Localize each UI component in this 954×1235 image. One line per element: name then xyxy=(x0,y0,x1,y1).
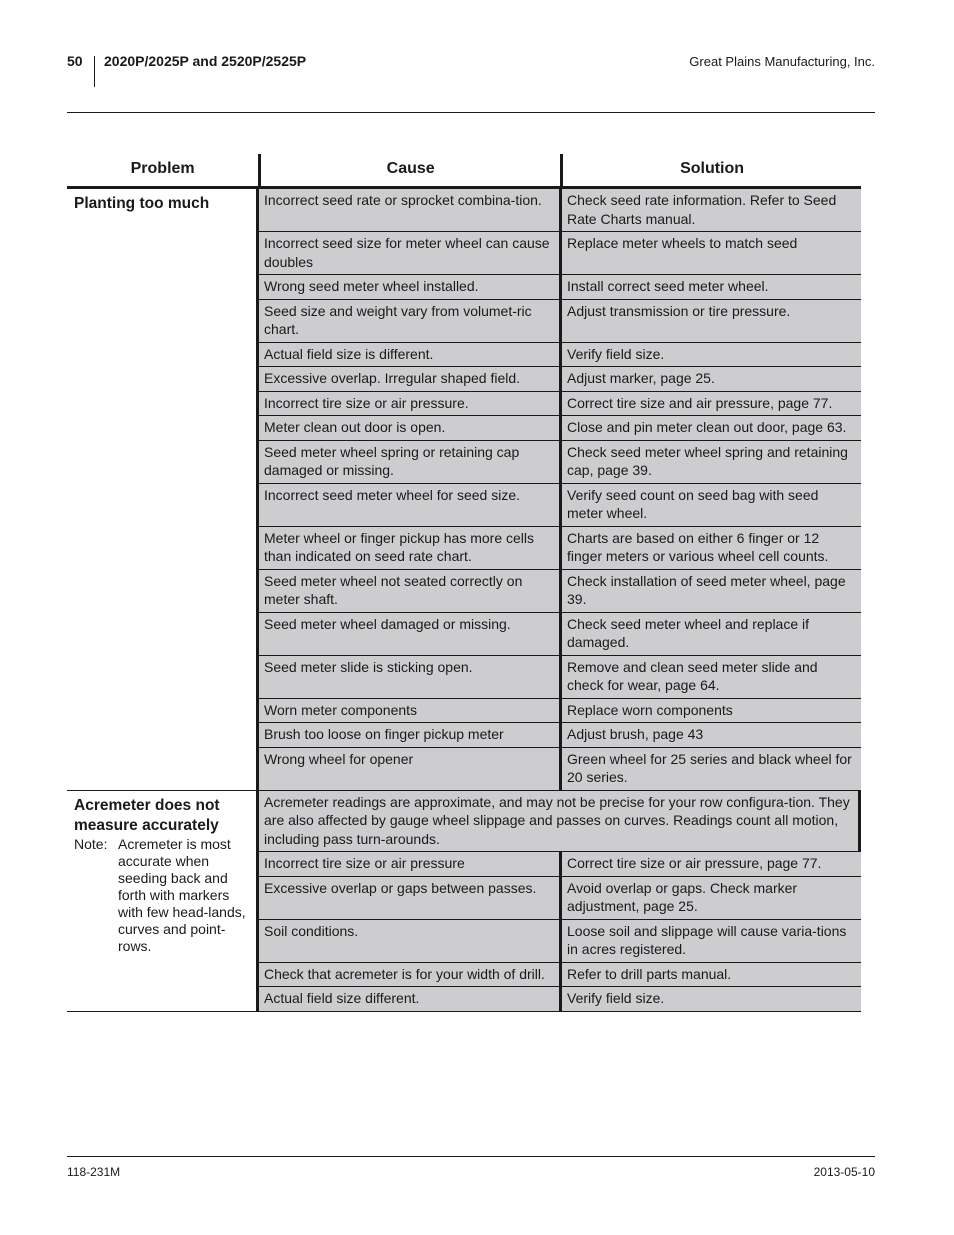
table-row xyxy=(259,275,861,300)
cause-solution-rows xyxy=(259,189,861,790)
header-divider xyxy=(94,56,95,87)
table-row xyxy=(259,232,861,275)
solution-cell: Refer to drill parts manual. xyxy=(559,963,858,987)
solution-cell: Avoid overlap or gaps. Check marker adjustment, page 25. xyxy=(559,877,858,919)
publication-date: 2013-05-10 xyxy=(813,1165,875,1179)
solution-cell: Adjust brush, page 43 xyxy=(559,723,858,747)
cause-cell: Soil conditions. xyxy=(264,922,359,939)
cause-cell: Seed size and weight vary from volumet-ric chart. xyxy=(264,302,532,337)
table-row xyxy=(259,656,861,699)
cause-cell: Incorrect tire size or air pressure. xyxy=(264,394,469,411)
solution-cell: Adjust transmission or tire pressure. xyxy=(559,300,858,342)
table-row xyxy=(259,920,861,963)
cause-cell: Seed meter wheel damaged or missing. xyxy=(264,615,511,632)
page-number: 50 xyxy=(67,53,83,69)
table-row xyxy=(259,416,861,441)
table-row xyxy=(259,392,861,417)
cause-cell: Excessive overlap. Irregular shaped field. xyxy=(264,370,521,386)
solution-cell: Verify seed count on seed bag with seed meter wheel. xyxy=(559,484,858,526)
table-row xyxy=(259,570,861,613)
solution-cell: Verify field size. xyxy=(559,987,858,1011)
solution-cell: Replace worn components xyxy=(559,699,858,723)
solution-cell: Green wheel for 25 series and black wheel for 20 series. xyxy=(559,748,858,790)
cause-cell: Actual field size different. xyxy=(264,990,420,1006)
problem-note xyxy=(74,836,252,955)
table-row xyxy=(259,852,861,877)
solution-cell: Remove and clean seed meter slide and check for wear, page 64. xyxy=(559,656,858,698)
cause-cell: Seed meter wheel spring or retaining cap damaged or missing. xyxy=(264,443,520,478)
problem-title: Planting too much xyxy=(74,195,210,212)
table-row xyxy=(259,300,861,343)
table-row xyxy=(259,963,861,988)
problem-group-planting-too-much xyxy=(67,189,861,791)
troubleshooting-table xyxy=(67,154,861,1012)
table-row xyxy=(259,367,861,392)
table-row xyxy=(259,527,861,570)
table-row xyxy=(259,987,861,1011)
column-header-problem: Problem xyxy=(130,160,195,177)
company-name: Great Plains Manufacturing, Inc. xyxy=(689,54,875,69)
solution-cell: Verify field size. xyxy=(559,343,858,367)
problem-cell xyxy=(67,791,259,1011)
cause-cell: Meter clean out door is open. xyxy=(264,419,446,435)
table-row xyxy=(259,441,861,484)
solution-cell: Close and pin meter clean out door, page 63. xyxy=(559,416,858,440)
solution-cell: Check seed meter wheel and replace if damaged. xyxy=(559,613,858,655)
model-title: 2020P/2025P and 2520P/2525P xyxy=(104,53,307,69)
cause-cell: Excessive overlap or gaps between passes. xyxy=(264,879,537,896)
cause-cell: Check that acremeter is for your width of drill. xyxy=(264,965,545,982)
table-row xyxy=(259,877,861,920)
solution-cell: Check seed rate information. Refer to Seed Rate Charts manual. xyxy=(559,189,858,231)
cause-cell: Incorrect seed size for meter wheel can cause doubles xyxy=(264,235,550,270)
table-row xyxy=(259,723,861,748)
solution-cell: Loose soil and slippage will cause varia-tions in acres registered. xyxy=(559,920,858,962)
header-rule xyxy=(67,112,875,113)
column-header-solution: Solution xyxy=(560,154,861,186)
table-row xyxy=(259,189,861,232)
table-row xyxy=(259,699,861,724)
cause-cell: Seed meter wheel not seated correctly on meter shaft. xyxy=(264,572,523,607)
problem-title: Acremeter does not measure accurately xyxy=(74,796,220,834)
cause-cell: Wrong seed meter wheel installed. xyxy=(264,278,479,294)
solution-cell: Install correct seed meter wheel. xyxy=(559,275,858,299)
table-row xyxy=(259,484,861,527)
problem-group-acremeter xyxy=(67,791,861,1012)
document-number: 118-231M xyxy=(67,1165,121,1179)
table-header-row xyxy=(67,154,861,189)
cause-cell: Worn meter components xyxy=(264,701,418,718)
solution-cell: Correct tire size or air pressure, page 77. xyxy=(559,852,858,876)
cause-cell: Incorrect seed meter wheel for seed size. xyxy=(264,486,521,503)
solution-cell: Correct tire size and air pressure, page 77. xyxy=(559,392,858,416)
column-header-cause: Cause xyxy=(258,154,560,186)
table-row xyxy=(259,343,861,368)
note-text: Acremeter is most accurate when seeding back and forth with markers with few head-lands, curves and point-rows. xyxy=(118,835,246,954)
cause-cell: Seed meter slide is sticking open. xyxy=(264,658,473,675)
footer-rule xyxy=(67,1156,875,1157)
table-row xyxy=(259,613,861,656)
solution-cell: Adjust marker, page 25. xyxy=(559,367,858,391)
solution-cell: Check installation of seed meter wheel, page 39. xyxy=(559,570,858,612)
cause-cell: Incorrect seed rate or sprocket combina-tion. xyxy=(264,192,542,208)
acremeter-general-note: Acremeter readings are approximate, and may not be precise for your row configura-tion. They are also affected by gauge wheel slippage and passes on curves. Readings count all motion, including pass turn-arounds. xyxy=(259,791,861,853)
solution-cell: Check seed meter wheel spring and retaining cap, page 39. xyxy=(559,441,858,483)
cause-cell: Incorrect tire size or air pressure xyxy=(264,855,465,871)
cause-cell: Meter wheel or finger pickup has more cells than indicated on seed rate chart. xyxy=(264,529,535,564)
cause-cell: Wrong wheel for opener xyxy=(264,750,414,767)
cause-solution-rows xyxy=(259,791,861,1011)
table-row xyxy=(259,748,861,790)
solution-cell: Charts are based on either 6 finger or 12 finger meters or various wheel cell counts. xyxy=(559,527,858,569)
cause-cell: Brush too loose on finger pickup meter xyxy=(264,726,504,742)
problem-cell xyxy=(67,189,259,790)
solution-cell: Replace meter wheels to match seed xyxy=(559,232,858,274)
note-label: Note: xyxy=(74,835,108,852)
cause-cell: Actual field size is different. xyxy=(264,345,434,362)
